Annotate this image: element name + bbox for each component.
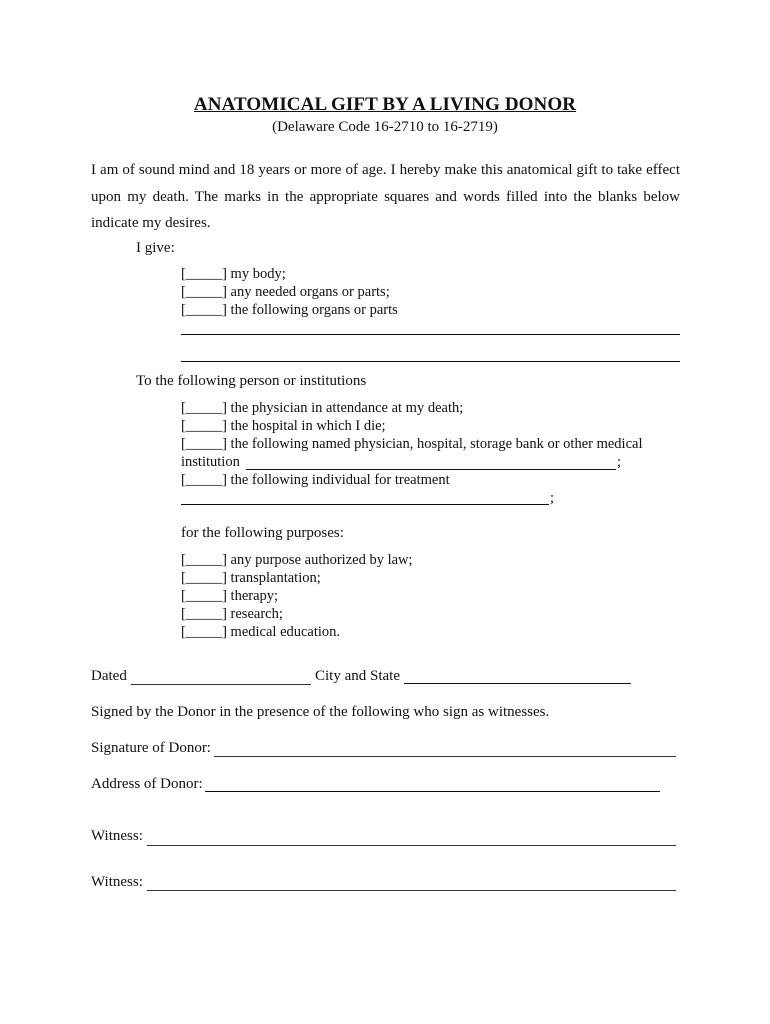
checkbox-blank[interactable]: [_____] bbox=[181, 588, 227, 604]
checkbox-blank[interactable]: [_____] bbox=[181, 418, 227, 434]
checkbox-blank[interactable]: [_____] bbox=[181, 552, 227, 568]
checkbox-blank[interactable]: [_____] bbox=[181, 436, 227, 452]
donor-address-blank-line[interactable] bbox=[205, 791, 660, 792]
donor-address-label: Address of Donor: bbox=[91, 776, 203, 792]
dated-label: Dated bbox=[91, 668, 127, 684]
option-label: research; bbox=[230, 606, 283, 622]
witness-2-label: Witness: bbox=[91, 874, 143, 890]
recipient-option-named-institution[interactable] bbox=[181, 436, 642, 453]
purposes-heading: for the following purposes: bbox=[181, 525, 344, 541]
recipient-option-hospital[interactable] bbox=[181, 418, 386, 435]
option-label: therapy; bbox=[230, 588, 279, 604]
option-label: the following individual for treatment bbox=[230, 472, 450, 488]
checkbox-blank[interactable]: [_____] bbox=[181, 400, 227, 416]
purpose-option-therapy[interactable] bbox=[181, 588, 278, 605]
gift-option-organs[interactable] bbox=[181, 284, 390, 301]
option-label: any needed organs or parts; bbox=[230, 284, 390, 300]
option-label: my body; bbox=[230, 266, 286, 282]
option-label: the following named physician, hospital, storage bank or other medical bbox=[230, 436, 643, 452]
gift-heading: I give: bbox=[136, 240, 175, 256]
checkbox-blank[interactable]: [_____] bbox=[181, 570, 227, 586]
purpose-option-transplantation[interactable] bbox=[181, 570, 321, 587]
checkbox-blank[interactable]: [_____] bbox=[181, 606, 227, 622]
checkbox-blank[interactable]: [_____] bbox=[181, 266, 227, 282]
individual-blank-line[interactable] bbox=[181, 504, 549, 505]
recipient-option-individual[interactable] bbox=[181, 472, 450, 489]
donor-signature-blank-line[interactable] bbox=[214, 756, 676, 757]
option-label: the hospital in which I die; bbox=[230, 418, 386, 434]
option-label: transplantation; bbox=[230, 570, 321, 586]
option-label: the following organs or parts bbox=[230, 302, 398, 318]
intro-paragraph: I am of sound mind and 18 years or more of age. I hereby make this anatomical gift to take effect upon my death. The marks in the appropriate squares and words filled into the blanks below indicate my desires. bbox=[91, 162, 680, 231]
recipient-heading: To the following person or institutions bbox=[136, 373, 367, 389]
checkbox-blank[interactable]: [_____] bbox=[181, 284, 227, 300]
gift-option-body[interactable] bbox=[181, 266, 286, 283]
city-state-blank-line[interactable] bbox=[404, 683, 631, 684]
option-label: medical education. bbox=[230, 624, 341, 640]
witness-2-blank-line[interactable] bbox=[147, 890, 676, 891]
checkbox-blank[interactable]: [_____] bbox=[181, 302, 227, 318]
organs-blank-line-1[interactable] bbox=[181, 334, 680, 335]
purpose-option-research[interactable] bbox=[181, 606, 283, 623]
option-label: the physician in attendance at my death; bbox=[230, 400, 464, 416]
institution-label: institution bbox=[181, 454, 240, 470]
city-state-label: City and State bbox=[315, 668, 400, 684]
witness-1-blank-line[interactable] bbox=[147, 845, 676, 846]
option-label: any purpose authorized by law; bbox=[230, 552, 413, 568]
document-title: ANATOMICAL GIFT BY A LIVING DONOR bbox=[193, 94, 577, 115]
dated-blank-line[interactable] bbox=[131, 684, 311, 685]
signed-statement: Signed by the Donor in the presence of the following who sign as witnesses. bbox=[91, 704, 550, 720]
organs-blank-line-2[interactable] bbox=[181, 361, 680, 362]
checkbox-blank[interactable]: [_____] bbox=[181, 472, 227, 488]
recipient-option-physician[interactable] bbox=[181, 400, 463, 417]
institution-semicolon: ; bbox=[617, 454, 622, 470]
individual-semicolon: ; bbox=[550, 490, 555, 506]
purpose-option-any[interactable] bbox=[181, 552, 413, 569]
purpose-option-medical-education[interactable] bbox=[181, 624, 340, 641]
donor-signature-label: Signature of Donor: bbox=[91, 740, 211, 756]
checkbox-blank[interactable]: [_____] bbox=[181, 624, 227, 640]
document-subtitle: (Delaware Code 16-2710 to 16-2719) bbox=[272, 119, 498, 135]
institution-blank-line[interactable] bbox=[246, 469, 616, 470]
gift-option-following-organs[interactable] bbox=[181, 302, 398, 319]
witness-1-label: Witness: bbox=[91, 828, 143, 844]
